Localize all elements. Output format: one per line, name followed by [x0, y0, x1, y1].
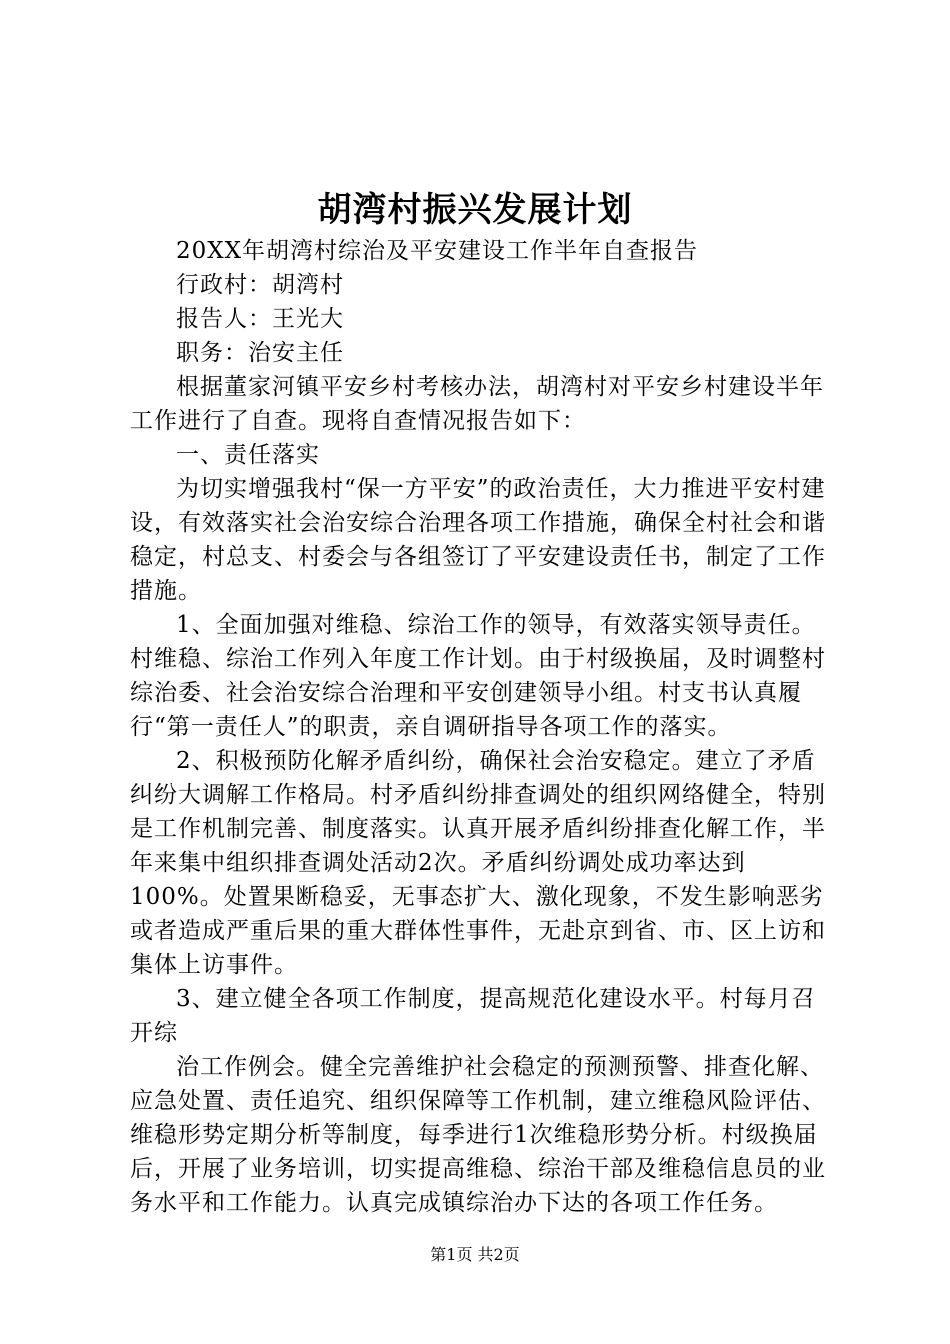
- document-body: [130, 234, 830, 1220]
- body-paragraph: 2、积极预防化解矛盾纠纷，确保社会治安稳定。建立了矛盾纠纷大调解工作格局。村矛盾纠纷排查调处的组织网络健全，特别是工作机制完善、制度落实。认真开展矛盾纠纷排查化解工作，半年来集中组织排查调处活动2次。矛盾纠纷调处成功率达到100%。处置果断稳妥，无事态扩大、激化现象，不发生影响恶劣或者造成严重后果的重大群体性事件，无赴京到省、市、区上访和集体上访事件。: [130, 748, 826, 978]
- body-paragraph: 3、建立健全各项工作制度，提高规范化建设水平。村每月召开综: [130, 986, 816, 1046]
- village-line: 行政村：胡湾村: [176, 272, 344, 298]
- body-paragraph: 治工作例会。健全完善维护社会稳定的预测预警、排查化解、应急处置、责任追究、组织保障等工作机制，建立维稳风险评估、维稳形势定期分析等制度，每季进行1次维稳形势分析。村级换届后，开展了业务培训，切实提高维稳、综治干部及维稳信息员的业务水平和工作能力。认真完成镇综治办下达的各项工作任务。: [130, 1054, 826, 1216]
- document-title: 胡湾村振兴发展计划: [317, 190, 633, 230]
- report-heading: 20XX年胡湾村综治及平安建设工作半年自查报告: [176, 238, 699, 264]
- position-line: 职务：治安主任: [176, 340, 344, 366]
- body-paragraph: 为切实增强我村“保一方平安”的政治责任，大力推进平安村建设，有效落实社会治安综合治理各项工作措施，确保全村社会和谐稳定，村总支、村委会与各组签订了平安建设责任书，制定了工作措施。: [130, 476, 826, 604]
- page-footer: 第1页 共2页: [430, 1245, 520, 1264]
- intro-paragraph: 根据董家河镇平安乡村考核办法，胡湾村对平安乡村建设半年工作进行了自查。现将自查情况报告如下：: [130, 374, 824, 434]
- section-heading: 一、责任落实: [176, 442, 320, 468]
- body-paragraph: 1、全面加强对维稳、综治工作的领导，有效落实领导责任。村维稳、综治工作列入年度工作计划。由于村级换届，及时调整村综治委、社会治安综合治理和平安创建领导小组。村支书认真履行“第一责任人”的职责，亲自调研指导各项工作的落实。: [130, 612, 826, 740]
- reporter-line: 报告人：王光大: [176, 306, 344, 332]
